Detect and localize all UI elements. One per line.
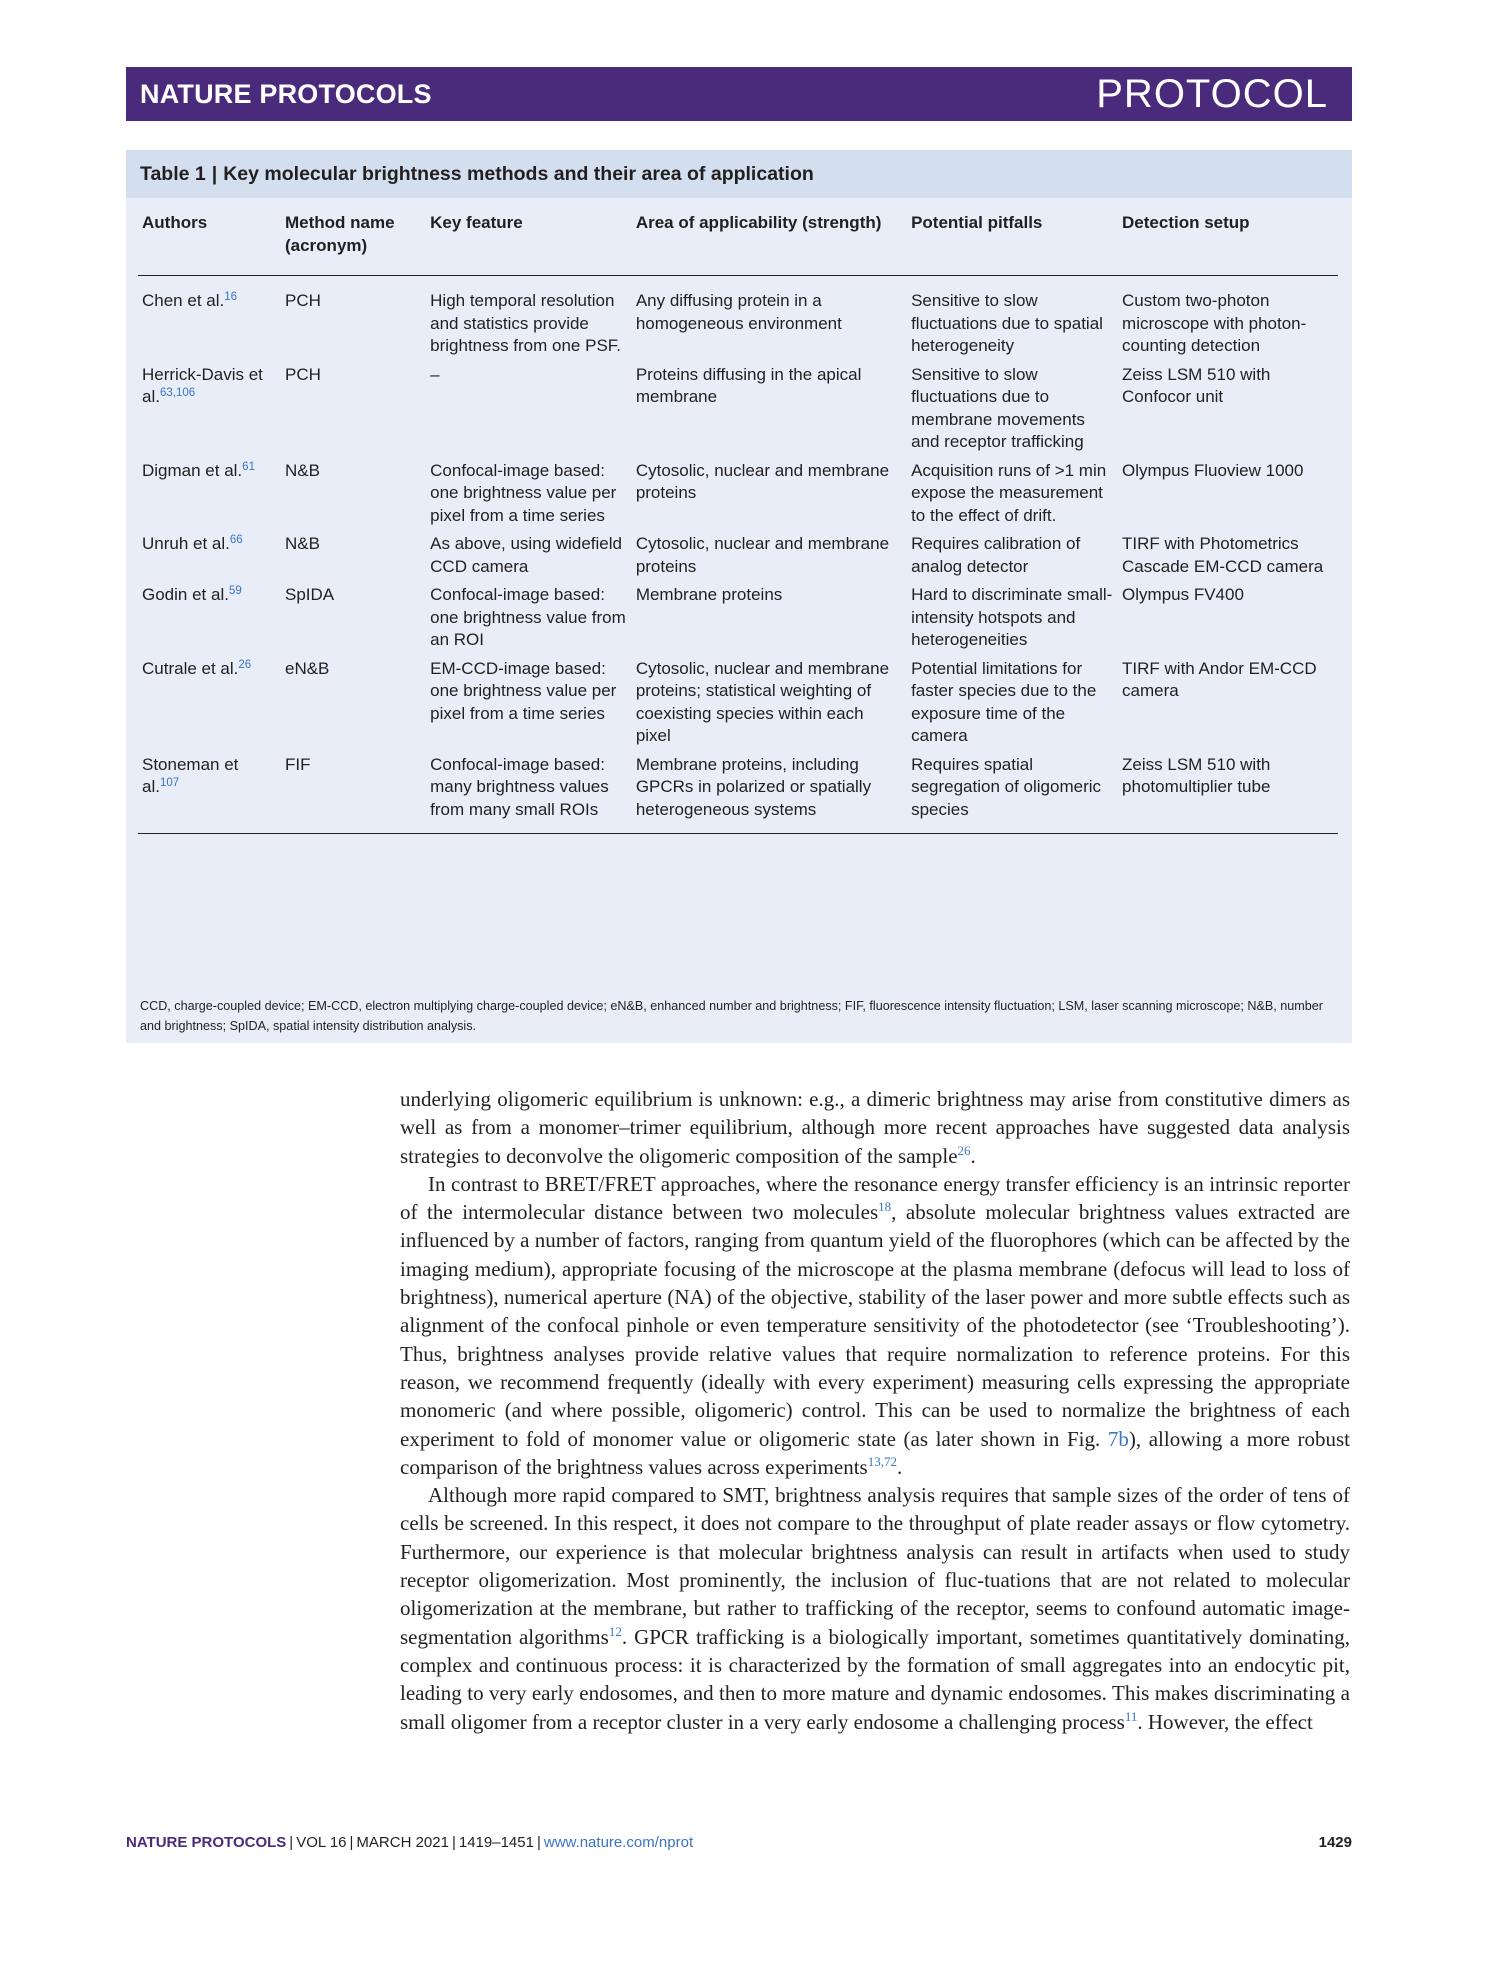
- citation-link[interactable]: 13,72: [867, 1453, 897, 1469]
- table-row: [138, 584, 1338, 658]
- cell-author: Stoneman et al.$^{107}$: [138, 754, 281, 834]
- journal-name: NATURE PROTOCOLS: [140, 78, 432, 109]
- cell-pitfalls: Acquisition runs of >1 min expose the measurement to the effect of drift.: [911, 460, 1107, 525]
- cell-feature: Confocal-image based: many brightness values from many small ROIs: [426, 754, 632, 834]
- methods-table: [138, 212, 1338, 834]
- page-footer: [126, 1834, 1352, 1851]
- table-row: [138, 460, 1338, 534]
- column-header-detection: Detection setup: [1118, 212, 1338, 276]
- citation-link[interactable]: 26: [238, 658, 252, 671]
- table-label: Table 1: [140, 162, 206, 185]
- cell-pitfalls: Requires spatial segregation of oligomeric species: [907, 754, 1118, 834]
- citation-link[interactable]: 16: [224, 291, 238, 303]
- table-caption: [126, 150, 1352, 198]
- cell-setup: Zeiss LSM 510 with photomultiplier tube: [1118, 754, 1338, 834]
- cell-method: eN&B: [284, 658, 330, 678]
- citation-link[interactable]: 11: [1124, 1708, 1138, 1724]
- cell-setup: Olympus Fluoview 1000: [1122, 460, 1304, 480]
- cell-area: Membrane proteins: [635, 585, 783, 604]
- table-row: [138, 754, 1338, 834]
- cell-pitfalls: Sensitive to slow fluctuations due to spatial heterogeneity: [911, 291, 1103, 355]
- cell-feature: Confocal-image based: one brightness value from an ROI: [430, 585, 626, 649]
- cell-author: Unruh et al.$^{66}$: [142, 534, 243, 553]
- cell-pitfalls: Potential limitations for faster species due to the exposure time of the camera: [911, 658, 1097, 745]
- journal-header-bar: [126, 67, 1352, 121]
- cell-pitfalls: Requires calibration of analog detector: [911, 534, 1081, 576]
- cell-method: PCH: [284, 364, 321, 384]
- cell-feature: EM-CCD-image based: one brightness value per pixel from a time series: [430, 658, 617, 723]
- column-header-authors: Authors: [138, 212, 281, 276]
- column-header-pitfalls: Potential pitfalls: [907, 212, 1118, 276]
- cell-method: SpIDA: [284, 585, 335, 604]
- cell-method: N&B: [284, 460, 320, 480]
- cell-method: PCH: [284, 291, 321, 310]
- cell-author: Godin et al.$^{59}$: [142, 585, 242, 604]
- body-text: [400, 1085, 1350, 1736]
- footer-pages: 1419–1451: [458, 1834, 534, 1851]
- paragraph: underlying oligomeric equilibrium is unknown: e.g., a dimeric brightness may arise from constitutive dimers as well as from a monomer–trimer equilibrium, although more recent approaches have suggested data analysis strategies to deconvolve the oligomeric composition of the sample$^{26}$.: [400, 1087, 1350, 1168]
- footer-citation: NATURE PROTOCOLS | VOL 16 | MARCH 2021 | 1419–1451 | www.nature.com/nprot: [126, 1834, 694, 1851]
- table-footnote: CCD, charge-coupled device; EM-CCD, electron multiplying charge-coupled device; eN&B, enhanced number and brightness; FIF, fluorescence intensity fluctuation; LSM, laser scanning microscope; N&B, number and brightness; SpIDA, spatial intensity distribution analysis.: [140, 999, 1323, 1033]
- column-header-method: Method name (acronym): [281, 212, 426, 276]
- column-header-area: Area of applicability (strength): [632, 212, 907, 276]
- table-row: [138, 276, 1338, 364]
- cell-setup: Zeiss LSM 510 with Confocor unit: [1122, 364, 1271, 406]
- cell-feature: –: [430, 364, 440, 384]
- cell-setup: Olympus FV400: [1122, 585, 1244, 604]
- paragraph: In contrast to BRET/FRET approaches, where the resonance energy transfer efficiency is an intrinsic reporter of the intermolecular distance between two molecules$^{18}$, absolute molecular brightness values extracted are influenced by a number of factors, ranging from quantum yield of the fluorophores (which can be affected by the imaging medium), appropriate focusing of the microscope at the plasma membrane (defocus will lead to loss of brightness), numerical aperture (NA) of the objective, stability of the laser power and more subtle effects such as alignment of the confocal pinhole or even temperature sensitivity of the photodetector (see ‘Troubleshooting’). Thus, brightness analyses provide relative values that require normalization to reference proteins. For this reason, we recommend frequently (ideally with every experiment) measuring cells expressing the appropriate monomeric (and where possible, oligomeric) control. This can be used to normalize the brightness of each experiment to fold of monomer value or oligomeric state (as later shown in Fig. 7b), allowing a more robust comparison of the brightness values across experiments$^{13,72}$.: [400, 1171, 1351, 1479]
- cell-pitfalls: Sensitive to slow fluctuations due to membrane movements and receptor trafficking: [911, 364, 1085, 451]
- footer-journal: NATURE PROTOCOLS: [126, 1834, 287, 1851]
- cell-area: Cytosolic, nuclear and membrane proteins; statistical weighting of coexisting species within each pixel: [635, 658, 890, 745]
- paragraph: Although more rapid compared to SMT, brightness analysis requires that sample sizes of the order of tens of cells be screened. In this respect, it does not compare to the throughput of plate reader assays or flow cytometry. Furthermore, our experience is that molecular brightness analysis can result in artifacts when used to study receptor oligomerization. Most prominently, the inclusion of fluc-tuations that are not related to molecular oligomerization at the membrane, but rather to trafficking of the receptor, seems to confound automatic image-segmentation algorithms$^{12}$. GPCR trafficking is a biologically important, sometimes quantitatively dominating, complex and continuous process: it is characterized by the formation of small aggregates into an endocytic pit, leading to very early endosomes, and then to more mature and dynamic endosomes. This makes discriminating a small oligomer from a receptor cluster in a very early endosome a challenging process$^{11}$. However, the effect: [400, 1483, 1350, 1734]
- cell-feature: High temporal resolution and statistics provide brightness from one PSF.: [430, 291, 622, 355]
- table-row: [138, 533, 1338, 584]
- citation-link[interactable]: 59: [228, 585, 242, 597]
- citation-link[interactable]: 12: [608, 1623, 622, 1639]
- cell-area: Any diffusing protein in a homogeneous environment: [635, 291, 842, 333]
- cell-method: FIF: [281, 754, 426, 834]
- citation-link[interactable]: 66: [229, 534, 243, 546]
- table-row: [138, 364, 1338, 460]
- cell-setup: TIRF with Andor EM-CCD camera: [1122, 658, 1317, 700]
- cell-author: Cutrale et al.$^{26}$: [142, 658, 252, 678]
- citation-link[interactable]: 26: [957, 1142, 971, 1158]
- column-header-key-feature: Key feature: [426, 212, 632, 276]
- footer-volume: VOL 16: [296, 1834, 347, 1851]
- footer-url-link[interactable]: www.nature.com/nprot: [543, 1834, 694, 1851]
- cell-feature: As above, using widefield CCD camera: [430, 534, 622, 576]
- citation-link[interactable]: 61: [242, 460, 255, 473]
- article-type: PROTOCOL: [1096, 71, 1328, 116]
- table-title: Key molecular brightness methods and their area of application: [223, 162, 814, 185]
- figure-link[interactable]: 7b: [1107, 1426, 1129, 1451]
- cell-setup: Custom two-photon microscope with photon-counting detection: [1122, 291, 1307, 355]
- cell-method: N&B: [284, 534, 320, 553]
- cell-author: Digman et al.$^{61}$: [142, 460, 255, 480]
- cell-setup: TIRF with Photometrics Cascade EM-CCD camera: [1122, 534, 1324, 576]
- cell-feature: Confocal-image based: one brightness value per pixel from a time series: [430, 460, 617, 525]
- citation-link[interactable]: 18: [878, 1199, 892, 1215]
- table-header-row: [138, 212, 1338, 276]
- table-caption-separator: |: [211, 162, 218, 185]
- cell-author: Chen et al.$^{16}$: [142, 291, 238, 310]
- citation-link[interactable]: 107: [159, 777, 180, 789]
- cell-area: Proteins diffusing in the apical membrane: [635, 364, 862, 406]
- table-1: [126, 150, 1352, 1043]
- cell-area: Cytosolic, nuclear and membrane proteins: [635, 534, 890, 576]
- table-row: [138, 658, 1338, 754]
- cell-pitfalls: Hard to discriminate small-intensity hotspots and heterogeneities: [911, 585, 1113, 649]
- citation-link[interactable]: 63,106: [159, 387, 196, 399]
- cell-author: Herrick-Davis et al.$^{63,106}$: [142, 364, 263, 406]
- cell-area: Cytosolic, nuclear and membrane proteins: [635, 460, 890, 502]
- page-number: 1429: [1318, 1834, 1352, 1851]
- footer-date: MARCH 2021: [356, 1834, 449, 1851]
- cell-area: Membrane proteins, including GPCRs in polarized or spatially heterogeneous systems: [632, 754, 907, 834]
